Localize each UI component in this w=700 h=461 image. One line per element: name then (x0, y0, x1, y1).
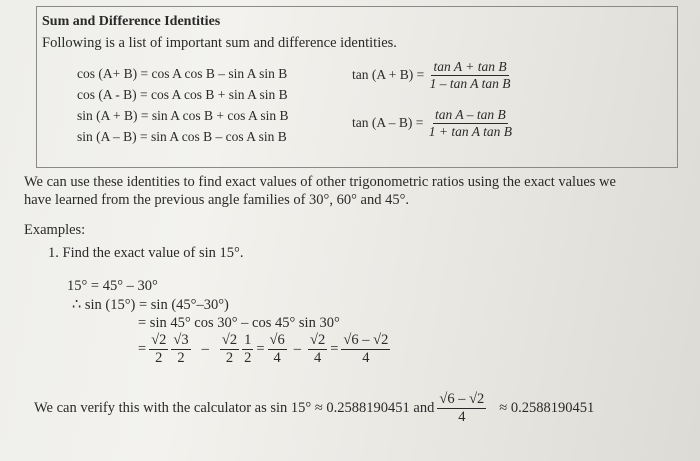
tan-sum-fraction (428, 60, 513, 91)
step4-fraction-7: $\frac{√6 - √2}{4}$ (343, 332, 389, 367)
section-title: Sum and Difference Identities (42, 14, 221, 29)
step4-minus-2: – (293, 341, 301, 358)
examples-label: Examples: (24, 222, 86, 238)
verify-line (34, 392, 594, 425)
example-1-question: 1. Find the exact value of sin 15°. (48, 245, 244, 261)
identity-cos-diff: cos (A - B) = cos A cos B + sin A sin B (77, 87, 288, 102)
identity-sin-sum: sin (A + B) = sin A cos B + cos A sin B (77, 108, 289, 123)
paragraph-line-1: We can use these identities to find exact values of other trigonometric ratios using the exact values we (24, 174, 616, 190)
tan-sum-numerator: tan A + tan B (431, 60, 508, 76)
verify-fraction: $\frac{√6 - √2}{4}$ (439, 391, 485, 426)
tan-diff-denominator: 1 + tan A tan B (428, 124, 512, 140)
step-1: 15° = 45° – 30° (67, 278, 158, 294)
step4-fraction-2: $\frac{√3}{2}$ (173, 332, 189, 367)
step4-equals-2: = (256, 341, 265, 358)
tan-sum-lhs: tan (A + B) = (352, 66, 425, 82)
identity-tan-sum (352, 60, 513, 91)
identity-sin-diff: sin (A – B) = sin A cos B – cos A sin B (77, 129, 287, 144)
step-2: ∴ sin (15°) = sin (45°–30°) (72, 297, 229, 313)
step4-equals-3: = (330, 341, 339, 358)
tan-diff-lhs: tan (A – B) = (352, 114, 424, 130)
verify-text: We can verify this with the calculator as sin 15° ≈ 0.2588190451 and (34, 400, 435, 417)
step4-equals: = (138, 341, 147, 358)
step-4 (138, 333, 390, 366)
identity-tan-diff (352, 108, 514, 139)
paragraph-line-2: have learned from the previous angle families of 30°, 60° and 45°. (24, 192, 410, 208)
tan-diff-numerator: tan A – tan B (433, 108, 508, 124)
step4-fraction-4: $\frac{1}{2}$ (244, 332, 252, 367)
step4-fraction-1: $\frac{√2}{2}$ (151, 332, 167, 367)
tan-sum-denominator: 1 – tan A tan B (429, 76, 511, 92)
step4-fraction-3: $\frac{√2}{2}$ (221, 332, 238, 367)
step-3: = sin 45° cos 30° – cos 45° sin 30° (138, 315, 340, 331)
step4-fraction-5: $\frac{√6}{4}$ (269, 332, 285, 367)
identity-cos-sum: cos (A+ B) = cos A cos B – sin A sin B (77, 66, 288, 81)
verify-result: ≈ 0.2588190451 (499, 400, 595, 417)
tan-diff-fraction (427, 108, 514, 139)
step4-minus: – (201, 341, 209, 358)
step4-fraction-6: $\frac{√2}{4}$ (310, 332, 326, 367)
intro-text: Following is a list of important sum and difference identities. (42, 35, 397, 51)
